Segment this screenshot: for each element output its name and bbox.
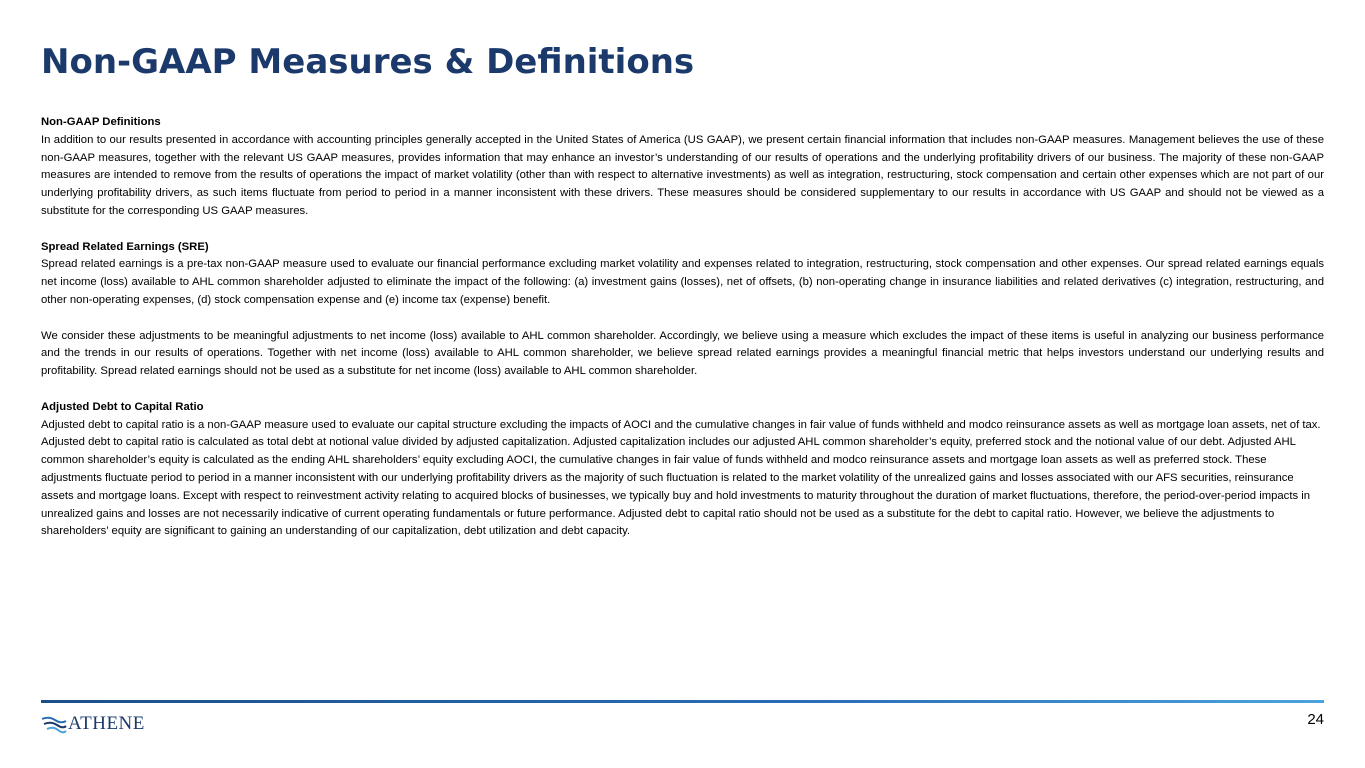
page-title: Non-GAAP Measures & Definitions	[41, 42, 695, 82]
section-heading: Non-GAAP Definitions	[41, 116, 161, 128]
section-paragraph: Adjusted debt to capital ratio is a non-GAAP measure used to evaluate our capital structure excluding the impacts of AOCI and the cumulative changes in fair value of funds withheld and modco reinsurance assets as well as mortgage loan assets, net of tax. Adjusted debt to capital ratio is calculated as total debt at notional value divided by adjusted capitalization. Adjusted capitalization includes our adjusted AHL common shareholder’s equity, preferred stock and the notional value of our debt. Adjusted AHL common shareholder’s equity is calculated as the ending AHL shareholders’ equity excluding AOCI, the cumulative changes in fair value of funds withheld and modco reinsurance assets and mortgage loan assets as well as preferred stock. These adjustments fluctuate period to period in a manner inconsistent with our underlying profitability drivers as the majority of such fluctuation is related to the market volatility of the unrealized gains and losses associated with our AFS securities, reinsurance assets and mortgage loans. Except with respect to reinvestment activity relating to acquired blocks of businesses, we typically buy and hold investments to maturity throughout the duration of market fluctuations, therefore, the period-over-period impacts in unrealized gains and losses are not necessarily indicative of current operating fundamentals or future performance. Adjusted debt to capital ratio should not be used as a substitute for the debt to capital ratio. However, we believe the adjustments to shareholders’ equity are significant to gaining an understanding of our capitalization, debt utilization and debt capacity.	[41, 418, 1321, 538]
section-paragraph: Spread related earnings is a pre-tax non-GAAP measure used to evaluate our financial performance excluding market volatility and expenses related to integration, restructuring, stock compensation and other expenses. Our spread related earnings equals net income (loss) available to AHL common shareholder adjusted to eliminate the impact of the following: (a) investment gains (losses), net of offsets, (b) non-operating change in insurance liabilities and related derivatives (c) integration, restructuring, and other non-operating expenses, (d) stock compensation expense and (e) income tax (expense) benefit.	[41, 258, 1324, 306]
section-spread-related-earnings	[41, 239, 1324, 381]
paragraph-spacer	[41, 310, 1324, 328]
athene-logo	[41, 712, 145, 736]
section-heading: Spread Related Earnings (SRE)	[41, 240, 209, 253]
footer-divider	[41, 700, 1324, 703]
logo-text: ATHENE	[68, 713, 145, 734]
section-paragraph: We consider these adjustments to be meaningful adjustments to net income (loss) available to AHL common shareholder. Accordingly, we believe using a measure which excludes the impact of these items is useful in analyzing our business performance and the trends in our results of operations. Together with net income (loss) available to AHL common shareholder, we believe spread related earnings provides a meaningful financial metric that helps investors understand our underlying results and profitability. Spread related earnings should not be used as a substitute for net income (loss) available to AHL common shareholder.	[41, 329, 1324, 378]
athene-wave-icon	[41, 714, 67, 734]
section-non-gaap-definitions	[41, 114, 1324, 221]
page-number: 24	[1307, 711, 1324, 728]
document-body	[41, 114, 1324, 559]
section-paragraph: In addition to our results presented in accordance with accounting principles generally accepted in the United States of America (US GAAP), we present certain financial information that includes non-GAAP measures. Management believes the use of these non-GAAP measures, together with the relevant US GAAP measures, provides information that may enhance an investor’s understanding of our results of operations and the underlying profitability drivers of our business. The majority of these non-GAAP measures are intended to remove from the results of operations the impact of market volatility (other than with respect to alternative investments) as well as integration, restructuring, stock compensation and certain other expenses which are not part of our underlying profitability drivers, as such items fluctuate from period to period in a manner inconsistent with these drivers. These measures should be considered supplementary to our results in accordance with US GAAP and should not be viewed as a substitute for the corresponding US GAAP measures.	[41, 133, 1324, 217]
section-adjusted-debt-to-capital	[41, 399, 1324, 541]
section-heading: Adjusted Debt to Capital Ratio	[41, 400, 204, 413]
